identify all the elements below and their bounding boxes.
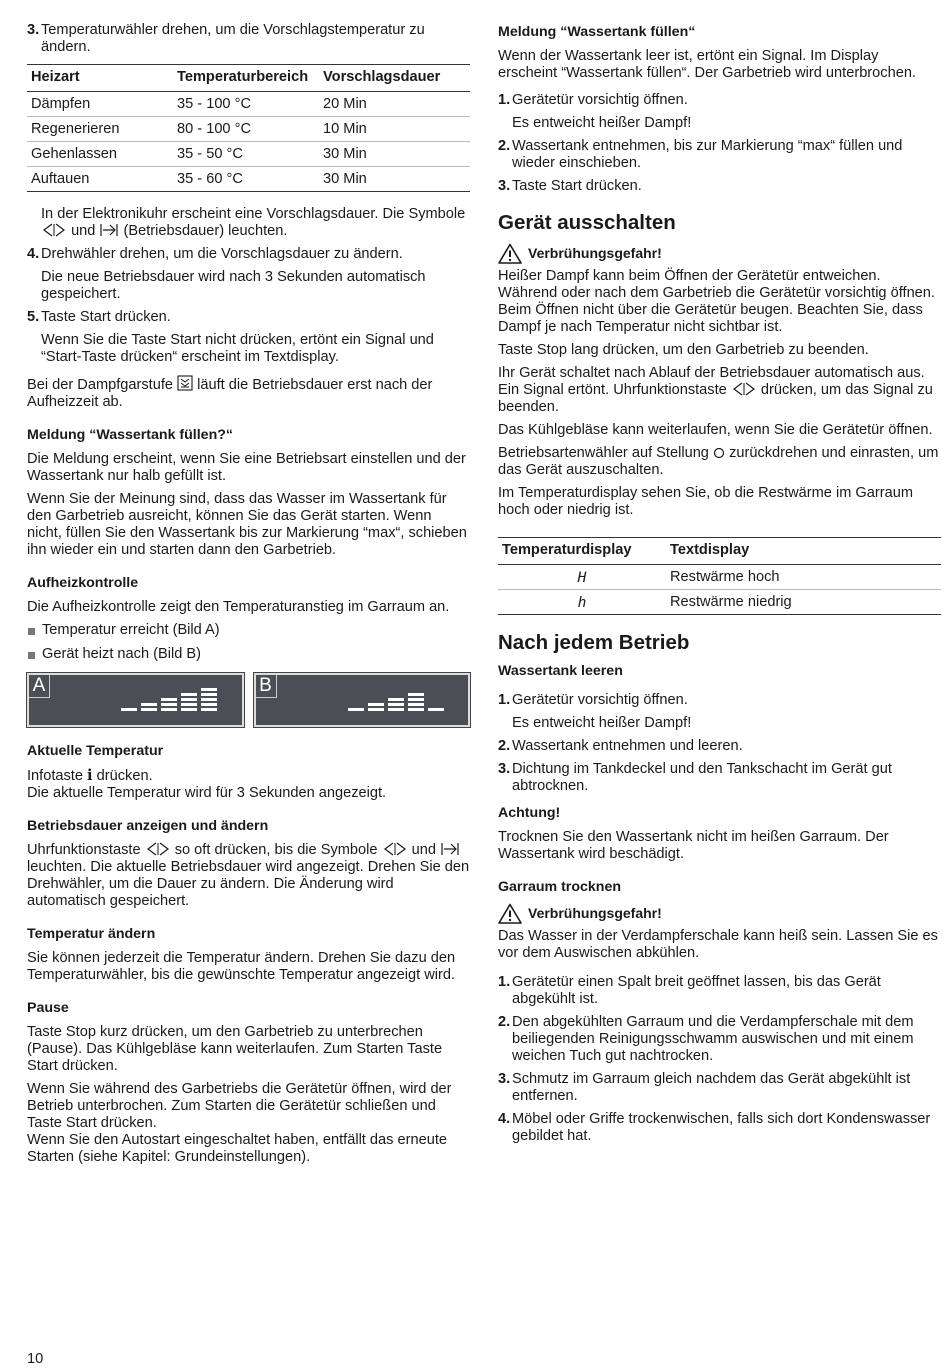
text-span: Bei der Dampfgarstufe: [27, 377, 174, 393]
warning-icon: [498, 903, 522, 924]
step-number: 2.: [498, 738, 511, 754]
table-cell: Restwärme hoch: [666, 565, 941, 590]
step-4: [27, 246, 470, 263]
display-b: [254, 673, 471, 727]
step-number: 3.: [27, 22, 40, 38]
step-1: [498, 92, 941, 109]
heat-segment: [388, 698, 404, 701]
left-column: [27, 22, 470, 1172]
step-text: Wassertank entnehmen, bis zur Markierung “max“ füllen und wieder einschieben.: [512, 138, 903, 171]
warning-text: Verbrühungsgefahr!: [528, 245, 662, 261]
step-note: Die neue Betriebsdauer wird nach 3 Sekunden automatisch gespeichert.: [41, 269, 426, 302]
table-cell: 80 - 100 °C: [173, 117, 319, 142]
section-heading: Meldung “Wassertank füllen?“: [27, 427, 234, 443]
list-item: [27, 622, 470, 639]
step-number: 2.: [498, 1014, 511, 1030]
table-cell: Dämpfen: [27, 92, 173, 117]
table-cell: 30 Min: [319, 167, 470, 192]
text-span: (Betriebsdauer) leuchten.: [123, 223, 288, 239]
step-3: [498, 178, 941, 195]
heat-bar: [121, 708, 137, 711]
heat-segment: [161, 698, 177, 701]
text-span: und: [71, 223, 96, 239]
table-header-row: [27, 65, 470, 92]
table-header: Heizart: [27, 65, 173, 92]
table-cell: Restwärme niedrig: [666, 590, 941, 615]
paragraph: [498, 445, 941, 479]
step-number: 3.: [498, 178, 511, 194]
table-cell: 30 Min: [319, 142, 470, 167]
heat-segment: [181, 708, 197, 711]
step-number: 4.: [498, 1111, 511, 1127]
table-header: Temperaturbereich: [173, 65, 319, 92]
heat-bar: [408, 693, 424, 711]
table-row: [27, 117, 470, 142]
table-row: [498, 590, 941, 615]
paragraph: Wenn Sie der Meinung sind, dass das Wasser im Wassertank für den Garbetrieb ausreicht, können Sie das Gerät starten. Wenn nicht, füllen Sie den Wassertank bis zur Markierung “max“, schieben ihn wieder ein und starten dann den Garbetrieb.: [27, 491, 467, 558]
paragraph: Die Aufheizkontrolle zeigt den Temperaturanstieg im Garraum an.: [27, 599, 450, 615]
display-a: [27, 673, 244, 727]
warning: [498, 903, 941, 924]
heat-segment: [201, 688, 217, 691]
duration-icon: [99, 223, 119, 237]
heat-segment: [408, 698, 424, 701]
duration-icon: [440, 842, 460, 856]
step-text: Taste Start drücken.: [41, 309, 171, 325]
table-cell: 35 - 100 °C: [173, 92, 319, 117]
step-3: [498, 761, 941, 795]
step-4: [498, 1111, 941, 1145]
heat-segment: [388, 703, 404, 706]
step-1: [498, 974, 941, 1008]
text-span: so oft drücken, bis die Symbole: [174, 842, 378, 858]
heat-segment: [201, 698, 217, 701]
warning-icon: [498, 243, 522, 264]
heat-segment: [181, 698, 197, 701]
table-header: Temperaturdisplay: [498, 538, 666, 565]
step-2: [498, 738, 941, 755]
step-text: Schmutz im Garraum gleich nachdem das Gerät abgekühlt ist entfernen.: [512, 1071, 911, 1104]
heat-bar: [161, 698, 177, 711]
heat-segment: [181, 703, 197, 706]
clock-function-icon: [41, 223, 67, 237]
table-header-row: [498, 538, 941, 565]
paragraph: Im Temperaturdisplay sehen Sie, ob die Restwärme im Garraum hoch oder niedrig ist.: [498, 485, 914, 518]
bullet-icon: [28, 652, 35, 659]
heat-segment: [161, 703, 177, 706]
step-text: Gerätetür vorsichtig öffnen.: [512, 692, 688, 708]
step-note: Es entweicht heißer Dampf!: [512, 115, 692, 131]
paragraph: Trocknen Sie den Wassertank nicht im heißen Garraum. Der Wassertank wird beschädigt.: [498, 829, 889, 862]
suggestion-paragraph: [41, 206, 470, 240]
segment-h-low-icon: h: [498, 590, 666, 615]
step-2: [498, 138, 941, 172]
step-note: Es entweicht heißer Dampf!: [512, 715, 692, 731]
paragraph: Taste Stop kurz drücken, um den Garbetrieb zu unterbrechen (Pause). Das Kühlgebläse kann weiterlaufen. Zum Starten Taste Start drücken.: [27, 1024, 443, 1074]
step-number: 3.: [498, 761, 511, 777]
step-number: 3.: [498, 1071, 511, 1087]
table-cell: 20 Min: [319, 92, 470, 117]
table-cell: 10 Min: [319, 117, 470, 142]
step-text: Temperaturwähler drehen, um die Vorschlagstemperatur zu ändern.: [41, 22, 425, 55]
paragraph: Sie können jederzeit die Temperatur ändern. Drehen Sie dazu den Temperaturwähler, bis die gewünschte Temperatur angezeigt wird.: [27, 950, 456, 983]
step-number: 2.: [498, 138, 511, 154]
text-span: zurückdrehen und einrasten, um das Gerät auszuschalten.: [498, 445, 939, 478]
step-text: Dichtung im Tankdeckel und den Tankschacht im Gerät gut abtrocknen.: [512, 761, 892, 794]
paragraph: [27, 767, 470, 785]
text-span: Infotaste: [27, 768, 83, 784]
section-heading: Aktuelle Temperatur: [27, 743, 164, 759]
table-row: [27, 92, 470, 117]
table-cell: Regenerieren: [27, 117, 173, 142]
heat-bar: [181, 693, 197, 711]
heat-segment: [201, 693, 217, 696]
section-heading: Betriebsdauer anzeigen und ändern: [27, 818, 269, 834]
text-span: und: [411, 842, 436, 858]
section-heading: Pause: [27, 1000, 69, 1016]
clock-function-icon: [731, 382, 757, 396]
clock-function-icon: [145, 842, 171, 856]
step-number: 1.: [498, 974, 511, 990]
step-5: [27, 309, 470, 326]
segment-h-high-icon: H: [498, 565, 666, 590]
table-header: Textdisplay: [666, 538, 941, 565]
residual-heat-table: [498, 537, 941, 615]
heating-table: [27, 64, 470, 192]
table-cell: Auftauen: [27, 167, 173, 192]
heat-bar: [201, 688, 217, 711]
text-span: drücken, um das Signal zu beenden.: [498, 382, 933, 415]
steam-level-paragraph: [27, 375, 470, 411]
paragraph: Die Meldung erscheint, wenn Sie eine Betriebsart einstellen und der Wassertank nur halb gefüllt ist.: [27, 451, 466, 484]
step-text: Drehwähler drehen, um die Vorschlagsdauer zu ändern.: [41, 246, 403, 262]
display-label: A: [29, 675, 50, 698]
bullet-icon: [28, 628, 35, 635]
paragraph: Das Kühlgebläse kann weiterlaufen, wenn Sie die Gerätetür öffnen.: [498, 422, 933, 438]
paragraph: Heißer Dampf kann beim Öffnen der Gerätetür entweichen. Während oder nach dem Garbetrieb die Gerätetür vorsichtig öffnen. Beim Öffnen nicht über die Gerätetür beugen. Beachten Sie, dass Dampf je nach Temperatur nicht sichtbar ist.: [498, 268, 935, 335]
heat-segment: [348, 708, 364, 711]
heat-segment: [201, 708, 217, 711]
heat-segment: [408, 703, 424, 706]
heat-bars: [121, 689, 221, 711]
heat-bar: [368, 703, 384, 711]
text-span: läuft die Betriebsdauer erst nach der Aufheizzeit ab.: [27, 377, 433, 410]
clock-function-icon: [382, 842, 408, 856]
heat-bars: [348, 689, 448, 711]
warning: [498, 243, 941, 264]
warning-text: Verbrühungsgefahr!: [528, 905, 662, 921]
page-number: 10: [27, 1351, 44, 1367]
step-3: [27, 22, 470, 56]
paragraph: Taste Stop lang drücken, um den Garbetrieb zu beenden.: [498, 342, 869, 358]
text-span: drücken.: [96, 768, 153, 784]
heat-segment: [368, 703, 384, 706]
table-header: Vorschlagsdauer: [319, 65, 470, 92]
section-title: Nach jedem Betrieb: [498, 631, 690, 654]
section-heading: Meldung “Wassertank füllen“: [498, 24, 696, 40]
text-span: Uhrfunktionstaste: [27, 842, 141, 858]
steam-level-icon: [177, 375, 193, 391]
table-row: [27, 167, 470, 192]
section-heading: Aufheizkontrolle: [27, 575, 139, 591]
paragraph: Wenn Sie während des Garbetriebs die Gerätetür öffnen, wird der Betrieb unterbrochen. Zum Starten die Gerätetür schließen und Taste Start drücken.: [27, 1081, 452, 1131]
step-number: 4.: [27, 246, 40, 262]
heat-segment: [408, 693, 424, 696]
list-item: [27, 646, 470, 663]
paragraph: Wenn Sie den Autostart eingeschaltet haben, entfällt das erneute Starten (siehe Kapitel: Grundeinstellungen).: [27, 1132, 447, 1165]
step-number: 1.: [498, 92, 511, 108]
heat-segment: [161, 708, 177, 711]
step-text: Wassertank entnehmen und leeren.: [512, 738, 743, 754]
heat-bar: [388, 698, 404, 711]
info-icon: i: [87, 767, 93, 784]
table-cell: 35 - 50 °C: [173, 142, 319, 167]
heat-segment: [428, 708, 444, 711]
paragraph: [27, 842, 470, 910]
step-note: Wenn Sie die Taste Start nicht drücken, ertönt ein Signal und “Start-Taste drücken“ erscheint im Textdisplay.: [41, 332, 434, 365]
heat-segment: [408, 708, 424, 711]
step-number: 1.: [498, 692, 511, 708]
step-text: Taste Start drücken.: [512, 178, 642, 194]
text-span: leuchten. Die aktuelle Betriebsdauer wird angezeigt. Drehen Sie den Drehwähler, um die Dauer zu ändern. Die Änderung wird automatisch gespeichert.: [27, 859, 470, 909]
paragraph: Das Wasser in der Verdampferschale kann heiß sein. Lassen Sie es vor dem Auswischen abkühlen.: [498, 928, 938, 961]
list-item-text: Temperatur erreicht (Bild A): [42, 622, 220, 638]
step-text: Möbel oder Griffe trockenwischen, falls sich dort Kondenswasser gebildet hat.: [512, 1111, 931, 1144]
list-item-text: Gerät heizt nach (Bild B): [42, 646, 201, 662]
off-position-icon: [713, 447, 725, 459]
section-title: Gerät ausschalten: [498, 211, 676, 234]
step-3: [498, 1071, 941, 1105]
paragraph: Die aktuelle Temperatur wird für 3 Sekunden angezeigt.: [27, 785, 387, 801]
table-row: [498, 565, 941, 590]
step-1: [498, 692, 941, 709]
heat-bar: [348, 708, 364, 711]
heat-bar: [141, 703, 157, 711]
text-span: In der Elektronikuhr erscheint eine Vorschlagsdauer. Die Symbole: [41, 206, 466, 222]
display-label: B: [256, 675, 277, 698]
text-span: Ihr Gerät schaltet nach Ablauf der Betriebsdauer automatisch aus. Ein Signal ertönt. Uhrfunktionstaste: [498, 365, 925, 398]
step-text: Gerätetür einen Spalt breit geöffnet lassen, bis das Gerät abgekühlt ist.: [512, 974, 881, 1007]
paragraph: Wenn der Wassertank leer ist, ertönt ein Signal. Im Display erscheint “Wassertank füllen“. Der Garbetrieb wird unterbrochen.: [498, 48, 916, 81]
section-heading: Garraum trocknen: [498, 879, 621, 895]
heat-bar: [428, 708, 444, 711]
heating-displays: [27, 673, 470, 727]
heat-segment: [368, 708, 384, 711]
step-2: [498, 1014, 941, 1065]
table-cell: Gehenlassen: [27, 142, 173, 167]
heat-segment: [181, 693, 197, 696]
heat-segment: [388, 708, 404, 711]
step-text: Den abgekühlten Garraum und die Verdampferschale mit dem beiliegenden Reinigungsschwamm auswischen und mit einem weichen Tuch gut nachtrocken.: [512, 1014, 914, 1064]
heat-segment: [141, 708, 157, 711]
right-column: [498, 22, 941, 1151]
heat-segment: [201, 703, 217, 706]
text-span: Betriebsartenwähler auf Stellung: [498, 445, 709, 461]
step-text: Gerätetür vorsichtig öffnen.: [512, 92, 688, 108]
section-heading: Achtung!: [498, 805, 561, 821]
step-number: 5.: [27, 309, 40, 325]
heat-segment: [141, 703, 157, 706]
heat-segment: [121, 708, 137, 711]
table-cell: 35 - 60 °C: [173, 167, 319, 192]
paragraph: [498, 365, 941, 416]
section-heading: Wassertank leeren: [498, 663, 623, 679]
table-row: [27, 142, 470, 167]
section-heading: Temperatur ändern: [27, 926, 156, 942]
